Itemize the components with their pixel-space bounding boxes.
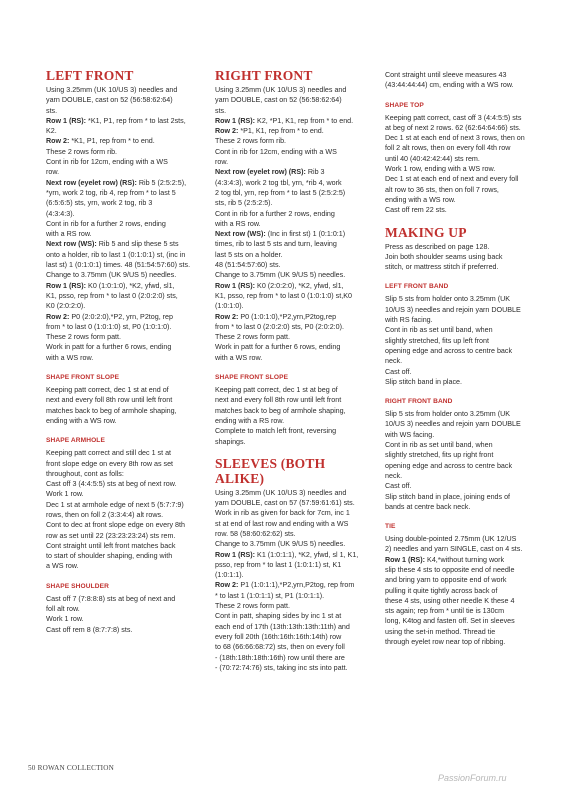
section-heading: MAKING UP	[385, 224, 467, 240]
pattern-line: Slip 5 sts from holder onto 3.25mm (UK	[385, 295, 511, 304]
pattern-line: Change to 3.75mm (UK 9/US 5) needles.	[215, 271, 346, 280]
pattern-line: Next row (eyelet row) (RS): Rib 3	[215, 168, 325, 177]
pattern-line: Cast off 3 (4:4:5:5) sts at beg of next row.	[46, 480, 177, 489]
pattern-line: row.	[215, 158, 229, 167]
pattern-line: These 2 rows form rib.	[215, 137, 287, 146]
subsection-heading: TIE	[385, 523, 396, 531]
pattern-line: Slip stitch band in place.	[385, 377, 463, 386]
pattern-line: foll alt row.	[46, 605, 80, 614]
row-label: Row 2:	[215, 581, 239, 590]
subsection-heading: SHAPE FRONT SLOPE	[46, 374, 120, 382]
row-label: Row 1 (RS):	[215, 550, 256, 559]
pattern-line: using the set-in method. Thread tie	[385, 627, 496, 636]
pattern-line: sts again; rep from * until tie is 130cm	[385, 607, 505, 616]
subsection-heading: LEFT FRONT BAND	[385, 283, 449, 291]
pattern-line: Row 2: *K1, P1, rep from * to end.	[46, 137, 155, 146]
pattern-line: 2) needles and yarn SINGLE, cast on 4 sts.	[385, 545, 523, 554]
pattern-line: Work 1 row.	[46, 490, 84, 499]
column-left-front	[46, 68, 196, 635]
pattern-line: psso, rep from * to last 1 (1:0:1:1) st, K1	[215, 560, 342, 569]
pattern-line: K1, psso, rep from * to last 0 (1:0:1:0) st,K0	[215, 291, 352, 300]
pattern-line: stitch, or mattress stitch if preferred.	[385, 263, 499, 272]
pattern-line: (1:0:1:0).	[215, 302, 244, 311]
pattern-line: Slip 5 sts from holder onto 3.25mm (UK	[385, 410, 511, 419]
pattern-line: to start of shoulder shaping, ending with	[46, 552, 173, 561]
pattern-line: slip these 4 sts to opposite end of needle	[385, 565, 515, 574]
pattern-line: rows, then on foll 2 (3:3:4:4) alt rows.	[46, 510, 164, 519]
pattern-line: Row 1 (RS): K4,*without turning work	[385, 555, 505, 564]
pattern-line: opening edge and across to centre back	[385, 461, 513, 470]
pattern-line: from * to last 0 (1:0:1:0) st, P0 (1:0:1:0).	[46, 322, 172, 331]
pattern-line: with RS facing.	[385, 316, 433, 325]
pattern-line: yarn DOUBLE, cast on 52 (56:58:62:64)	[215, 96, 342, 105]
pattern-line: Work 1 row.	[46, 615, 84, 624]
pattern-line: K2.	[46, 127, 57, 136]
pattern-line: Row 1 (RS): K2, *P1, K1, rep from * to end.	[215, 116, 354, 125]
pattern-line: next and every foll 8th row until left front	[215, 396, 342, 405]
pattern-line: Slip stitch band in place, joining ends of	[385, 492, 511, 501]
pattern-line: st at end of last row and ending with a WS	[215, 519, 349, 528]
pattern-line: Keeping patt correct, dec 1 st at beg of	[215, 386, 338, 395]
row-label: Next row (WS):	[46, 240, 97, 249]
pattern-line: Row 1 (RS): K0 (2:0:2:0), *K2, yfwd, sl1,	[215, 281, 344, 290]
pattern-line: these 4 sts, using other needle K these 4	[385, 596, 515, 605]
row-label: Next row (eyelet row) (RS):	[215, 168, 306, 177]
pattern-line: Cont straight until left front matches back	[46, 541, 176, 550]
pattern-line: sts, rib 5 (2:5:2:5).	[215, 199, 273, 208]
pattern-line: row as set until 22 (23:23:23:24) sts rem.	[46, 531, 176, 540]
pattern-line: until 40 (40:42:42:44) sts rem.	[385, 154, 480, 163]
pattern-line: 2 tog tbl, yrn, rep from * to last 5 (2:5:2:5)	[215, 188, 346, 197]
pattern-line: Cast off 7 (7:8:8:8) sts at beg of next and	[46, 594, 176, 603]
pattern-line: These 2 rows form rib.	[46, 147, 118, 156]
pattern-line: with a WS row.	[46, 353, 94, 362]
pattern-line: Using 3.25mm (UK 10/US 3) needles and	[46, 86, 178, 94]
pattern-line: last st) 1 (0:1:0:1) times. 48 (51:54:57:60) sts.	[46, 261, 191, 270]
pattern-line: Cast off.	[385, 367, 412, 376]
page-footer: 50 ROWAN COLLECTION	[28, 764, 115, 772]
pattern-line: These 2 rows form patt.	[215, 602, 291, 611]
pattern-line: 48 (51:54:57:60) sts.	[215, 261, 281, 270]
pattern-line: Complete to match left front, reversing	[215, 427, 337, 436]
pattern-line: Cast off rem 8 (8:7:7:8) sts.	[46, 625, 133, 634]
pattern-line: sts.	[215, 106, 227, 115]
pattern-line: slightly stretched, fits up left front	[385, 336, 489, 345]
pattern-line: Keeping patt correct and still dec 1 st at	[46, 449, 172, 458]
pattern-line: Cast off.	[385, 482, 412, 491]
pattern-line: Dec 1 st at each end of next and every foll	[385, 175, 519, 184]
pattern-line: matches back to beg of armhole shaping,	[215, 406, 346, 415]
row-label: Row 1 (RS):	[46, 116, 87, 125]
subsection-heading: RIGHT FRONT BAND	[385, 398, 453, 406]
pattern-line: These 2 rows form patt.	[46, 333, 122, 342]
pattern-line: last 5 sts on a holder.	[215, 250, 283, 259]
pattern-line: Row 2: *P1, K1, rep from * to end.	[215, 127, 324, 136]
pattern-line: with a RS row.	[46, 230, 92, 239]
pattern-line: Using double-pointed 2.75mm (UK 12/US	[385, 535, 517, 544]
pattern-line: onto a holder, rib to last 1 (0:1:0:1) st, (inc in	[46, 250, 186, 259]
watermark: PassionForum.ru	[438, 773, 507, 783]
pattern-line: times, rib to last 5 sts and turn, leaving	[215, 240, 337, 249]
pattern-line: row. 58 (58:60:62:62) sts.	[215, 529, 296, 538]
pattern-line: Next row (eyelet row) (RS): Rib 5 (2:5:2:5),	[46, 178, 187, 187]
pattern-line: 10/US 3) needles and rejoin yarn DOUBLE	[385, 305, 521, 314]
row-label: Row 2:	[46, 137, 70, 146]
pattern-line: and bring yarn to opposite end of work	[385, 576, 507, 585]
pattern-line: Keeping patt correct, cast off 3 (4:4:5:5) sts	[385, 113, 522, 122]
pattern-line: *yrn, work 2 tog, rib 4, rep from * to last 5	[46, 188, 176, 197]
pattern-line: Cont in rib for 12cm, ending with a WS	[215, 147, 337, 156]
pattern-line: Join both shoulder seams using back	[385, 252, 503, 261]
pattern-line: neck.	[385, 357, 403, 366]
pattern-line: These 2 rows form patt.	[215, 333, 291, 342]
pattern-line: (43:44:44:44) cm, ending with a WS row.	[385, 81, 514, 90]
pattern-line: next and every foll 8th row until left front	[46, 396, 173, 405]
pattern-line: with a WS row.	[215, 353, 263, 362]
pattern-line: pulling it quite tightly across back of	[385, 586, 498, 595]
pattern-line: Change to 3.75mm (UK 9/US 5) needles.	[46, 271, 177, 280]
pattern-line: slightly stretched, fits up right front	[385, 451, 494, 460]
column-making-up	[385, 70, 545, 647]
pattern-line: Cont in rib as set until band, when	[385, 326, 493, 335]
pattern-line: Next row (WS): Rib 5 and slip these 5 sts	[46, 240, 179, 249]
row-label: Row 1 (RS):	[215, 116, 256, 125]
pattern-line: Row 2: P1 (1:0:1:1),*P2,yrn,P2tog, rep from	[215, 581, 355, 590]
pattern-line: Row 2: P0 (2:0:2:0),*P2, yrn, P2tog, rep	[46, 312, 174, 321]
column-right-front-sleeves	[215, 68, 367, 673]
pattern-line: Cont straight until sleeve measures 43	[385, 71, 507, 79]
pattern-line: yarn DOUBLE, cast on 57 (57:59:61:61) sts.	[215, 499, 355, 508]
pattern-line: (4:3:4:3).	[46, 209, 75, 218]
row-label: Row 2:	[215, 127, 239, 136]
pattern-line: (6:5:6:5) sts, yrn, work 2 tog, rib 3	[46, 199, 153, 208]
pattern-line: Work in patt for a further 6 rows, ending	[215, 343, 341, 352]
row-label: Row 1 (RS):	[215, 281, 256, 290]
pattern-line: foll 2 alt rows, then on every foll 4th row	[385, 144, 511, 153]
pattern-line: Row 1 (RS): K0 (1:0:1:0), *K2, yfwd, sl1,	[46, 281, 175, 290]
pattern-line: with a RS row.	[215, 219, 261, 228]
pattern-line: (1:0:1:1).	[215, 571, 244, 580]
pattern-line: - (18th:18th:18th:16th) row until there are	[215, 653, 345, 662]
pattern-line: * to last 1 (1:0:1:1) st, P1 (1:0:1:1).	[215, 591, 325, 600]
pattern-line: Next row (WS): (Inc in first st) 1 (0:1:0:1)	[215, 230, 346, 239]
pattern-line: to 68 (66:66:68:72) sts, then on every foll	[215, 643, 345, 652]
row-label: Row 1 (RS):	[46, 281, 87, 290]
pattern-line: through eyelet row near top of ribbing.	[385, 638, 506, 647]
row-label: Next row (eyelet row) (RS):	[46, 178, 137, 187]
pattern-line: 10/US 3) needles and rejoin yarn DOUBLE	[385, 420, 521, 429]
pattern-line: K0 (2:0:2:0).	[46, 302, 86, 311]
row-label: Row 2:	[46, 312, 70, 321]
pattern-line: each end of 17th (13th:13th:13th:11th) and	[215, 622, 350, 631]
pattern-line: shapings.	[215, 437, 246, 446]
pattern-line: Row 1 (RS): K1 (1:0:1:1), *K2, yfwd, sl 1, K1,	[215, 550, 359, 559]
pattern-line: Cont in rib for a further 2 rows, ending	[215, 209, 335, 218]
pattern-line: Work 1 row, ending with a WS row.	[385, 165, 496, 174]
pattern-line: - (70:72:74:76) sts, taking inc sts into patt.	[215, 663, 348, 672]
pattern-line: Dec 1 st at each end of next 3 rows, then on	[385, 134, 525, 143]
pattern-line: with WS facing.	[385, 430, 435, 439]
pattern-line: bands at centre back neck.	[385, 502, 471, 511]
pattern-line: from * to last 0 (2:0:2:0) sts, P0 (2:0:2:0).	[215, 322, 344, 331]
pattern-line: ending with a WS row.	[385, 195, 456, 204]
pattern-line: at beg of next 2 rows. 62 (62:64:64:66) sts.	[385, 123, 521, 132]
pattern-line: sts.	[46, 106, 58, 115]
row-label: Next row (WS):	[215, 230, 266, 239]
pattern-line: Using 3.25mm (UK 10/US 3) needles and	[215, 488, 347, 497]
subsection-heading: SHAPE ARMHOLE	[46, 437, 105, 445]
section-heading: RIGHT FRONT	[215, 68, 313, 83]
pattern-line: Work in patt for a further 6 rows, ending	[46, 343, 172, 352]
pattern-line: ending with a WS row.	[46, 416, 117, 425]
pattern-line: yarn DOUBLE, cast on 52 (56:58:62:64)	[46, 96, 173, 105]
subsection-heading: SHAPE FRONT SLOPE	[215, 374, 289, 382]
pattern-line: alt row to 36 sts, then on foll 7 rows,	[385, 185, 499, 194]
pattern-line: K1, psso, rep from * to last 0 (2:0:2:0) sts,	[46, 291, 178, 300]
pattern-line: front slope edge on every 8th row as set	[46, 459, 174, 468]
pattern-line: every foll 20th (16th:16th:16th:14th) row	[215, 632, 342, 641]
subsection-heading: SHAPE TOP	[385, 101, 424, 109]
pattern-line: Press as described on page 128.	[385, 242, 490, 251]
section-heading: SLEEVES (BOTH ALIKE)	[215, 455, 326, 486]
pattern-line: Using 3.25mm (UK 10/US 3) needles and	[215, 86, 347, 94]
pattern-line: Row 2: P0 (1:0:1:0),*P2,yrn,P2tog,rep	[215, 312, 337, 321]
pattern-line: Cast off rem 22 sts.	[385, 206, 447, 215]
pattern-line: (4:3:4:3), work 2 tog tbl, yrn, *rib 4, work	[215, 178, 342, 187]
pattern-line: Work in rib as given for back for 7cm, inc 1	[215, 509, 350, 518]
pattern-line: Cont to dec at front slope edge on every 8th	[46, 521, 185, 530]
pattern-line: opening edge and across to centre back	[385, 346, 513, 355]
section-heading: LEFT FRONT	[46, 68, 134, 83]
pattern-line: Keeping patt correct, dec 1 st at end of	[46, 386, 169, 395]
pattern-line: Cont in rib for a further 2 rows, ending	[46, 219, 166, 228]
row-label: Row 2:	[215, 312, 239, 321]
subsection-heading: SHAPE SHOULDER	[46, 582, 109, 590]
pattern-line: matches back to beg of armhole shaping,	[46, 406, 177, 415]
pattern-line: throughout, cont as folls:	[46, 469, 124, 478]
pattern-line: Change to 3.75mm (UK 9/US 5) needles.	[215, 540, 346, 549]
pattern-line: long, K4tog and fasten off. Set in sleeves	[385, 617, 515, 626]
pattern-line: neck.	[385, 471, 403, 480]
pattern-line: Row 1 (RS): *K1, P1, rep from * to last 2sts,	[46, 116, 186, 125]
pattern-line: a WS row.	[46, 562, 79, 571]
pattern-line: Cont in rib as set until band, when	[385, 441, 493, 450]
pattern-line: ending with a RS row.	[215, 416, 285, 425]
pattern-line: Cont in rib for 12cm, ending with a WS	[46, 158, 168, 167]
pattern-line: Dec 1 st at armhole edge of next 5 (5:7:7:9)	[46, 500, 184, 509]
row-label: Row 1 (RS):	[385, 555, 426, 564]
pattern-line: row.	[46, 168, 60, 177]
pattern-line: Cont in patt, shaping sides by inc 1 st at	[215, 612, 342, 621]
